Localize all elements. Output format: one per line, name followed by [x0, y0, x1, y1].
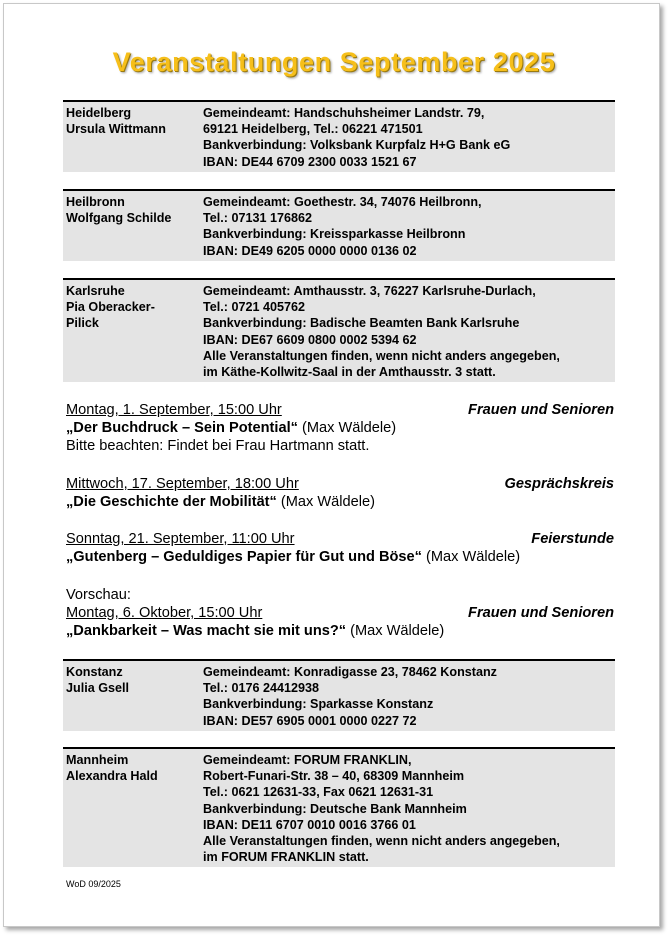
congregation-box-karlsruhe — [63, 278, 615, 382]
event-2 — [66, 475, 614, 511]
person-name: Pia Oberacker- — [66, 300, 155, 315]
info-line: Alle Veranstaltungen finden, wenn nicht anders angegeben, — [203, 348, 560, 363]
info-line: Robert-Funari-Str. 38 – 40, 68309 Mannheim — [203, 769, 465, 784]
info-line: Bankverbindung: Badische Beamten Bank Karlsruhe — [203, 316, 520, 331]
footer-code: WoD 09/2025 — [66, 879, 121, 889]
preview-label: Vorschau: — [66, 587, 131, 603]
congregation-box-konstanz — [63, 659, 615, 731]
info-line: 69121 Heidelberg, Tel.: 06221 471501 — [203, 122, 423, 137]
contact — [66, 194, 198, 226]
info-line: Alle Veranstaltungen finden, wenn nicht anders angegeben, — [203, 834, 560, 849]
contact — [66, 283, 198, 332]
event-topic: „Gutenberg – Geduldiges Papier für Gut und Böse“ — [66, 549, 422, 565]
info-line: im Käthe-Kollwitz-Saal in der Amthausstr. 3 statt. — [203, 365, 496, 380]
info-line: Gemeindeamt: Goethestr. 34, 74076 Heilbronn, — [203, 195, 482, 209]
info-line: Gemeindeamt: Amthausstr. 3, 76227 Karlsruhe-Durlach, — [203, 284, 536, 298]
address-block — [203, 194, 615, 259]
info-line: IBAN: DE49 6205 0000 0000 0136 02 — [203, 243, 417, 258]
event-date: Montag, 1. September, 15:00 Uhr — [66, 402, 282, 418]
info-line: Gemeindeamt: Konradigasse 23, 78462 Konstanz — [203, 665, 497, 679]
event-3 — [66, 530, 614, 566]
event-speaker: (Max Wäldele) — [421, 549, 521, 565]
event-date: Mittwoch, 17. September, 18:00 Uhr — [66, 476, 299, 492]
event-speaker: (Max Wäldele) — [276, 494, 375, 510]
address-block — [203, 664, 615, 729]
contact — [66, 664, 198, 696]
info-line: Gemeindeamt: FORUM FRANKLIN, — [203, 753, 412, 767]
event-1 — [66, 401, 614, 455]
event-category: Gesprächskreis — [504, 476, 614, 492]
info-line: Gemeindeamt: Handschuhsheimer Landstr. 79, — [203, 106, 485, 120]
event-note: Bitte beachten: Findet bei Frau Hartmann statt. — [66, 438, 370, 454]
info-line: Bankverbindung: Sparkasse Konstanz — [203, 697, 434, 712]
info-line: IBAN: DE67 6609 0800 0002 5394 62 — [203, 332, 417, 347]
address-block — [203, 105, 615, 170]
city-name: Heilbronn — [66, 195, 125, 209]
person-name: Pilick — [66, 316, 99, 331]
event-date: Montag, 6. Oktober, 15:00 Uhr — [66, 605, 263, 621]
info-line: IBAN: DE44 6709 2300 0033 1521 67 — [203, 154, 417, 169]
congregation-box-heidelberg — [63, 100, 615, 172]
info-line: IBAN: DE57 6905 0001 0000 0227 72 — [203, 713, 417, 728]
event-topic: „Dankbarkeit – Was macht sie mit uns?“ — [66, 623, 347, 639]
city-name: Karlsruhe — [66, 284, 125, 298]
event-topic: „Die Geschichte der Mobilität“ — [66, 494, 277, 510]
info-line: im FORUM FRANKLIN statt. — [203, 850, 369, 865]
event-category: Feierstunde — [531, 531, 614, 547]
event-speaker: (Max Wäldele) — [297, 420, 397, 436]
event-date: Sonntag, 21. September, 11:00 Uhr — [66, 531, 295, 547]
event-category: Frauen und Senioren — [468, 402, 614, 418]
congregation-box-mannheim — [63, 747, 615, 867]
info-line: Tel.: 0621 12631-33, Fax 0621 12631-31 — [203, 785, 434, 800]
person-name: Julia Gsell — [66, 681, 129, 696]
person-name: Ursula Wittmann — [66, 122, 166, 137]
city-name: Konstanz — [66, 665, 123, 679]
city-name: Mannheim — [66, 753, 129, 767]
info-line: Tel.: 0721 405762 — [203, 300, 305, 315]
contact — [66, 105, 198, 137]
address-block — [203, 283, 615, 380]
contact — [66, 752, 198, 784]
info-line: Bankverbindung: Deutsche Bank Mannheim — [203, 801, 467, 816]
page-title: Veranstaltungen September 2025 — [112, 47, 556, 77]
event-preview — [66, 586, 614, 640]
info-line: Bankverbindung: Volksbank Kurpfalz H+G Bank eG — [203, 138, 511, 153]
event-topic: „Der Buchdruck – Sein Potential“ — [66, 420, 298, 436]
info-line: Bankverbindung: Kreissparkasse Heilbronn — [203, 227, 466, 242]
congregation-box-heilbronn — [63, 189, 615, 261]
info-line: Tel.: 0176 24412938 — [203, 681, 319, 696]
address-block — [203, 752, 615, 865]
info-line: Tel.: 07131 176862 — [203, 211, 312, 226]
event-category: Frauen und Senioren — [468, 605, 614, 621]
person-name: Wolfgang Schilde — [66, 211, 172, 226]
event-speaker: (Max Wäldele) — [346, 623, 445, 639]
info-line: IBAN: DE11 6707 0010 0016 3766 01 — [203, 817, 416, 832]
city-name: Heidelberg — [66, 106, 132, 120]
person-name: Alexandra Hald — [66, 769, 158, 784]
